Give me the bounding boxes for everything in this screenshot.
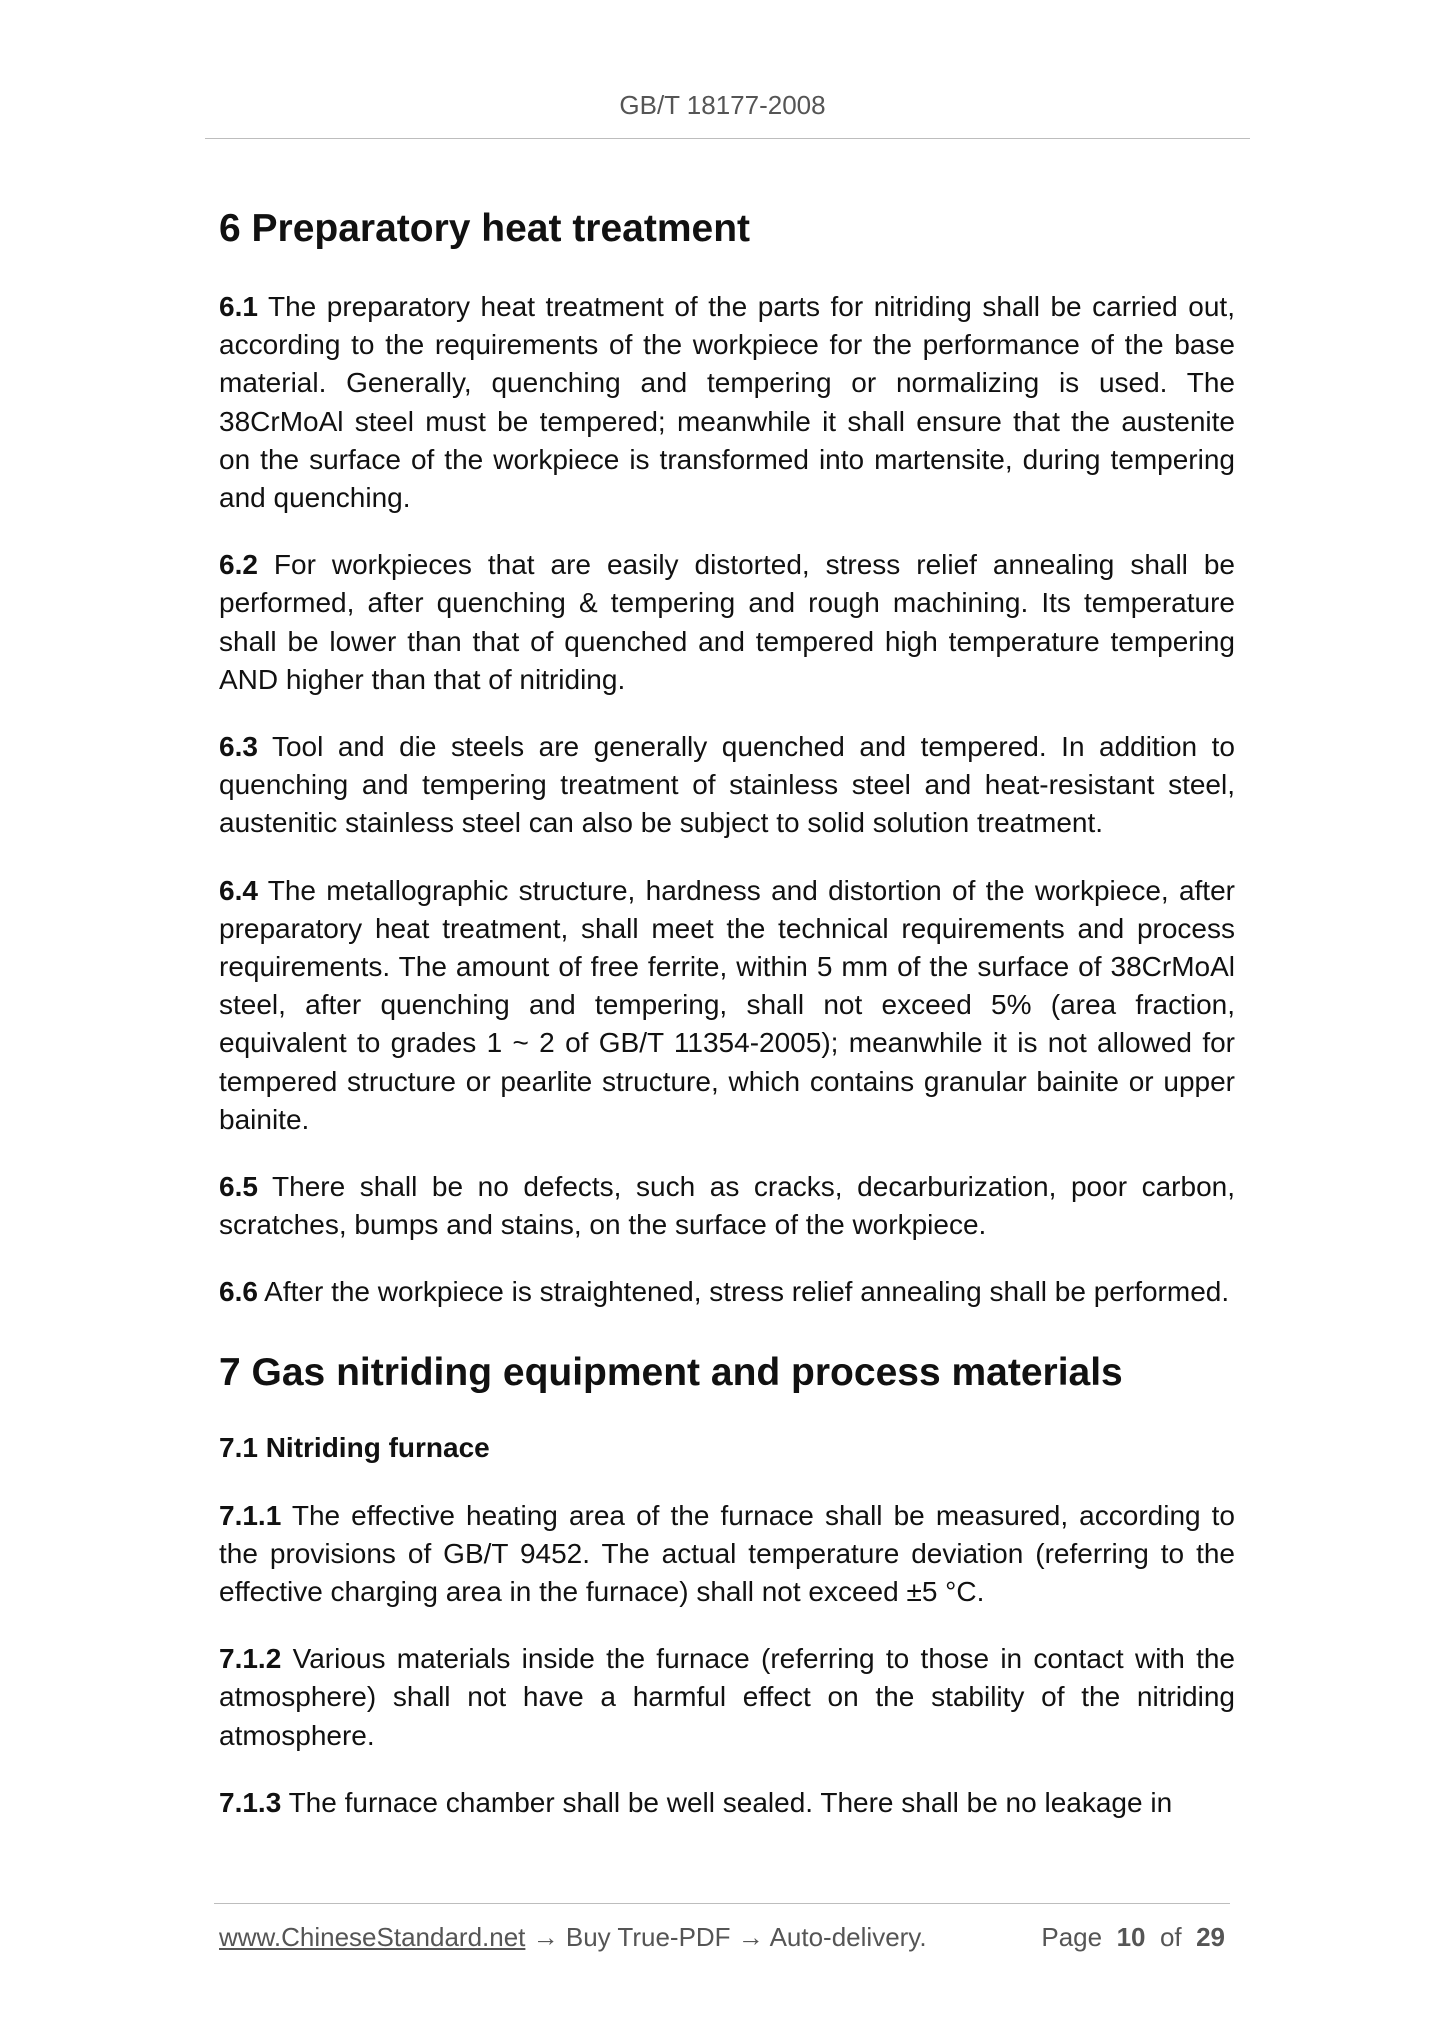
clause-6-5 <box>219 1168 1235 1244</box>
clause-text: Various materials inside the furnace (referring to those in contact with the atmosphere) shall not have a harmful effect on the stability of the nitriding atmosphere. <box>219 1643 1236 1751</box>
clause-number: 7.1.2 <box>219 1643 282 1675</box>
clause-number: 6.2 <box>219 549 258 581</box>
page-content <box>219 178 1235 1822</box>
clause-7-1-1 <box>219 1497 1235 1612</box>
clause-text: The preparatory heat treatment of the parts for nitriding shall be carried out, according to the requirements of the workpiece for the performance of the base material. Generally, quenching and tempering or normalizing is used. The 38CrMoAl steel must be tempered; meanwhile it shall ensure that the austenite on the surface of the workpiece is transformed into martensite, during tempering and quenching. <box>219 291 1235 514</box>
footer-divider <box>214 1903 1230 1904</box>
clause-text: For workpieces that are easily distorted, stress relief annealing shall be performed, after quenching & tempering and rough machining. Its temperature shall be lower than that of quenched and tempered high temperature tempering AND higher than that of nitriding. <box>219 549 1236 695</box>
website-link[interactable]: www.ChineseStandard.net <box>219 1922 526 1952</box>
clause-6-3 <box>219 728 1235 843</box>
page-indicator <box>1041 1922 1225 1953</box>
clause-text: The furnace chamber shall be well sealed. There shall be no leakage in <box>288 1786 1173 1818</box>
footer-promo <box>219 1922 927 1953</box>
footer-tagline: → Buy True-PDF → Auto-delivery. <box>525 1922 927 1952</box>
clause-text: There shall be no defects, such as cracks, decarburization, poor carbon, scratches, bumps and stains, on the surface of the workpiece. <box>219 1171 1236 1241</box>
section-7-heading: 7 Gas nitriding equipment and process materials <box>219 1350 1123 1394</box>
clause-text: The metallographic structure, hardness and distortion of the workpiece, after preparatory heat treatment, shall meet the technical requirements and process requirements. The amount of free ferrite, within 5 mm of the surface of 38CrMoAl steel, after quenching and tempering, shall not exceed 5% (area fraction, equivalent to grades 1 ~ 2 of GB/T 11354-2005); meanwhile it is not allowed for tempered structure or pearlite structure, which contains granular bainite or upper bainite. <box>219 874 1235 1135</box>
clause-6-6 <box>219 1273 1235 1311</box>
clause-number: 6.3 <box>219 731 258 763</box>
section-6-heading: 6 Preparatory heat treatment <box>219 207 751 250</box>
clause-number: 7.1.1 <box>219 1499 282 1531</box>
clause-number: 7.1.3 <box>219 1786 282 1818</box>
clause-7-1-2 <box>219 1640 1235 1755</box>
document-code-header: GB/T 18177-2008 <box>619 90 826 120</box>
clause-number: 6.1 <box>219 291 258 322</box>
clause-7-1-3 <box>219 1784 1235 1822</box>
clause-number: 6.6 <box>219 1276 258 1308</box>
subsection-7-1-heading: 7.1 Nitriding furnace <box>219 1431 490 1463</box>
header-divider <box>205 138 1250 139</box>
page-word: Page <box>1041 1922 1103 1952</box>
clause-number: 6.4 <box>219 874 258 906</box>
clause-number: 6.5 <box>219 1171 258 1203</box>
clause-6-1 <box>219 288 1235 517</box>
clause-6-2 <box>219 546 1235 699</box>
page-number: 10 <box>1116 1922 1146 1952</box>
page-total: 29 <box>1196 1922 1225 1952</box>
clause-6-4 <box>219 872 1235 1139</box>
clause-text: Tool and die steels are generally quenched and tempered. In addition to quenching and tempering treatment of stainless steel and heat-resistant steel, austenitic stainless steel can also be subject to solid solution treatment. <box>219 731 1235 839</box>
clause-text: After the workpiece is straightened, stress relief annealing shall be performed. <box>264 1276 1230 1308</box>
of-word: of <box>1159 1922 1182 1952</box>
clause-text: The effective heating area of the furnace shall be measured, according to the provisions of GB/T 9452. The actual temperature deviation (referring to the effective charging area in the furnace) shall not exceed ±5 °C. <box>219 1499 1236 1608</box>
